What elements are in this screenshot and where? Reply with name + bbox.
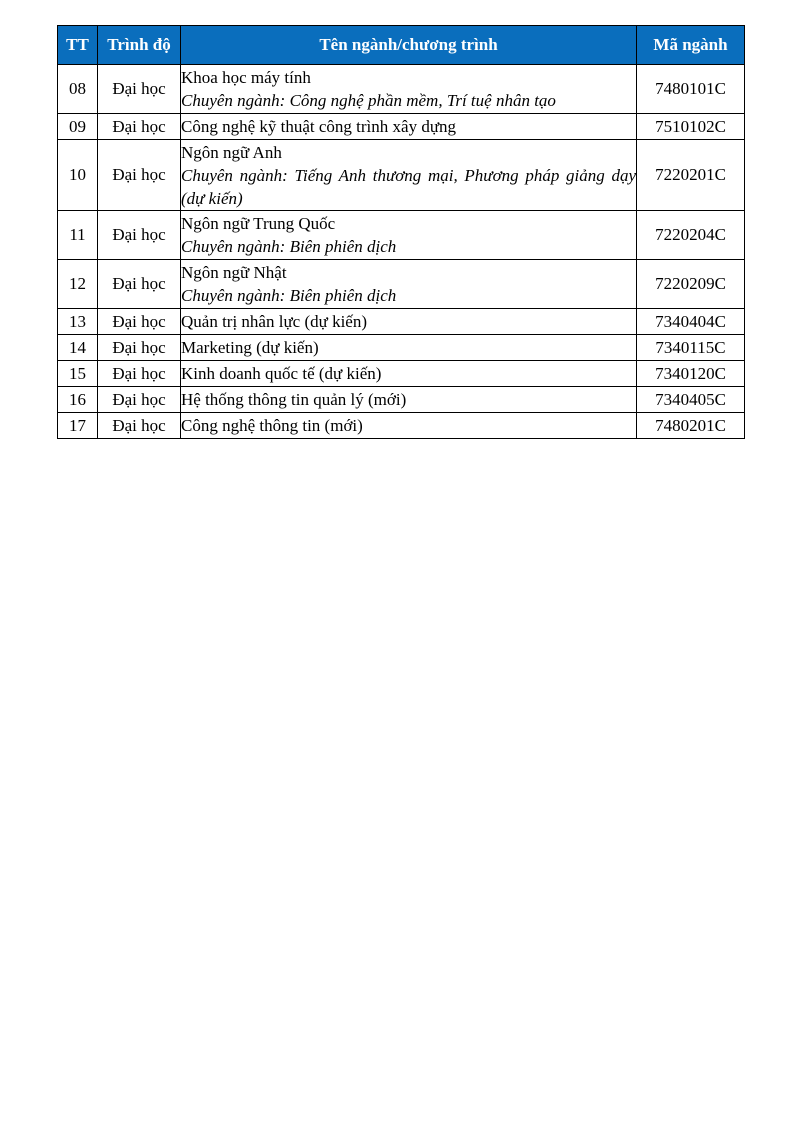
header-code: Mã ngành <box>637 26 745 65</box>
row-tt: 11 <box>58 211 98 260</box>
row-level: Đại học <box>98 387 181 413</box>
row-code: 7220204C <box>637 211 745 260</box>
row-tt: 13 <box>58 309 98 335</box>
program-name: Ngôn ngữ Trung Quốc <box>181 214 336 233</box>
program-name: Hệ thống thông tin quản lý (mới) <box>181 387 637 413</box>
program-name: Kinh doanh quốc tế (dự kiến) <box>181 361 637 387</box>
row-code: 7340404C <box>637 309 745 335</box>
program-name: Marketing (dự kiến) <box>181 335 637 361</box>
row-tt: 09 <box>58 114 98 140</box>
table-row <box>58 413 745 439</box>
row-tt: 15 <box>58 361 98 387</box>
table-body <box>58 65 745 439</box>
table-row <box>58 309 745 335</box>
table-row <box>58 361 745 387</box>
program-name: Ngôn ngữ Nhật <box>181 263 287 282</box>
row-code: 7480201C <box>637 413 745 439</box>
row-code: 7480101C <box>637 65 745 114</box>
header-name: Tên ngành/chương trình <box>181 26 637 65</box>
row-code: 7220209C <box>637 260 745 309</box>
table-row <box>58 140 745 211</box>
row-code: 7510102C <box>637 114 745 140</box>
row-level: Đại học <box>98 140 181 211</box>
program-specialization: Chuyên ngành: Biên phiên dịch <box>181 237 397 256</box>
row-name-cell <box>181 211 637 260</box>
program-name: Công nghệ kỹ thuật công trình xây dựng <box>181 114 637 140</box>
row-level: Đại học <box>98 413 181 439</box>
row-level: Đại học <box>98 114 181 140</box>
table-row <box>58 335 745 361</box>
row-code: 7340405C <box>637 387 745 413</box>
row-code: 7220201C <box>637 140 745 211</box>
row-tt: 10 <box>58 140 98 211</box>
programs-table <box>57 25 745 439</box>
row-level: Đại học <box>98 335 181 361</box>
row-code: 7340120C <box>637 361 745 387</box>
header-tt: TT <box>58 26 98 65</box>
table-row <box>58 211 745 260</box>
row-code: 7340115C <box>637 335 745 361</box>
row-tt: 08 <box>58 65 98 114</box>
program-specialization: Chuyên ngành: Công nghệ phần mềm, Trí tuệ nhân tạo <box>181 91 556 110</box>
row-level: Đại học <box>98 361 181 387</box>
program-name: Quản trị nhân lực (dự kiến) <box>181 309 637 335</box>
table-row <box>58 260 745 309</box>
header-row <box>58 26 745 65</box>
row-tt: 14 <box>58 335 98 361</box>
row-level: Đại học <box>98 65 181 114</box>
table-row <box>58 387 745 413</box>
table-row <box>58 114 745 140</box>
row-name-cell <box>181 65 637 114</box>
program-specialization: Chuyên ngành: Biên phiên dịch <box>181 286 397 305</box>
row-level: Đại học <box>98 260 181 309</box>
program-name: Công nghệ thông tin (mới) <box>181 413 637 439</box>
row-tt: 17 <box>58 413 98 439</box>
row-level: Đại học <box>98 309 181 335</box>
program-specialization: Chuyên ngành: Tiếng Anh thương mại, Phương pháp giảng dạy (dự kiến) <box>181 165 636 208</box>
row-name-cell <box>181 140 637 211</box>
row-level: Đại học <box>98 211 181 260</box>
program-name: Ngôn ngữ Anh <box>181 142 282 162</box>
row-name-cell <box>181 260 637 309</box>
table-header <box>58 26 745 65</box>
program-name: Khoa học máy tính <box>181 68 311 87</box>
row-tt: 16 <box>58 387 98 413</box>
table-row <box>58 65 745 114</box>
row-tt: 12 <box>58 260 98 309</box>
header-level: Trình độ <box>98 26 181 65</box>
